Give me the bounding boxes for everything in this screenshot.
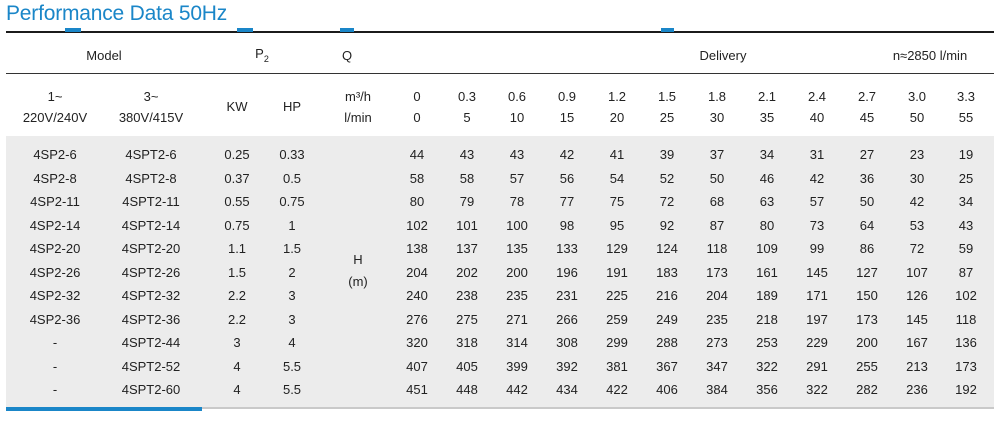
head-value-cell: 406 [656, 382, 678, 397]
head-value-cell: 235 [706, 312, 728, 327]
head-value-cell: 171 [806, 288, 828, 303]
head-value-cell: 299 [606, 335, 628, 350]
head-value-cell: 275 [456, 312, 478, 327]
head-value-cell: 79 [459, 194, 475, 209]
hp-cell: 2 [288, 265, 296, 280]
head-value-cell: 202 [456, 265, 478, 280]
model-1ph-cell: 4SP2-20 [29, 241, 81, 256]
bottom-accent [6, 407, 202, 411]
hp-cell: 5.5 [282, 359, 302, 374]
head-value-cell: 72 [659, 194, 675, 209]
hp-cell: 3 [288, 312, 296, 327]
head-value-cell: 407 [406, 359, 428, 374]
kw-cell: 3 [233, 335, 241, 350]
head-value-cell: 422 [606, 382, 628, 397]
head-value-cell: 405 [456, 359, 478, 374]
head-value-cell: 36 [859, 171, 875, 186]
head-value-cell: 46 [759, 171, 775, 186]
head-value-cell: 255 [856, 359, 878, 374]
head-value-cell: 107 [906, 265, 928, 280]
head-value-cell: 161 [756, 265, 778, 280]
head-value-cell: 320 [406, 335, 428, 350]
head-value-cell: 384 [706, 382, 728, 397]
head-value-cell: 322 [806, 382, 828, 397]
hp-cell: 1.5 [282, 241, 302, 256]
head-value-cell: 238 [456, 288, 478, 303]
kw-cell: 0.25 [224, 147, 250, 162]
head-value-cell: 291 [806, 359, 828, 374]
accent-mark [65, 28, 81, 32]
head-value-cell: 52 [659, 171, 675, 186]
single-phase-label: 1~ [47, 89, 63, 104]
flow-lmin-cell: 50 [909, 110, 925, 125]
model-1ph-cell: - [52, 359, 58, 374]
head-value-cell: 102 [955, 288, 977, 303]
three-phase-voltage: 380V/415V [118, 110, 184, 125]
head-value-cell: 216 [656, 288, 678, 303]
head-value-cell: 133 [556, 241, 578, 256]
model-3ph-cell: 4SPT2-11 [122, 194, 180, 209]
head-value-cell: 145 [906, 312, 928, 327]
flow-lmin-cell: 55 [958, 110, 974, 125]
head-value-cell: 249 [656, 312, 678, 327]
head-value-cell: 367 [656, 359, 678, 374]
head-value-cell: 44 [409, 147, 425, 162]
hp-cell: 0.75 [279, 194, 305, 209]
head-value-cell: 218 [756, 312, 778, 327]
head-unit: (m) [348, 274, 368, 289]
kw-header: KW [226, 99, 248, 114]
flow-lmin-cell: 5 [463, 110, 471, 125]
flow-m3h-cell: 1.2 [607, 89, 627, 104]
head-value-cell: 75 [609, 194, 625, 209]
head-value-cell: 57 [509, 171, 525, 186]
model-3ph-cell: 4SPT2-60 [121, 382, 181, 397]
head-value-cell: 72 [909, 241, 925, 256]
head-value-cell: 236 [906, 382, 928, 397]
head-value-cell: 102 [406, 218, 428, 233]
kw-cell: 1.5 [227, 265, 247, 280]
model-3ph-cell: 4SPT2-6 [125, 147, 177, 162]
head-value-cell: 100 [506, 218, 528, 233]
hp-cell: 1 [288, 218, 296, 233]
flow-m3h-cell: 2.7 [857, 89, 877, 104]
head-value-cell: 135 [506, 241, 528, 256]
head-value-cell: 78 [509, 194, 525, 209]
model-1ph-cell: 4SP2-26 [29, 265, 81, 280]
head-value-cell: 57 [809, 194, 825, 209]
hp-cell: 0.33 [279, 147, 305, 162]
header-rule [6, 73, 994, 74]
head-value-cell: 173 [856, 312, 878, 327]
head-value-cell: 189 [756, 288, 778, 303]
flow-lmin-cell: 25 [659, 110, 675, 125]
head-value-cell: 276 [406, 312, 428, 327]
head-value-cell: 53 [909, 218, 925, 233]
head-value-cell: 167 [906, 335, 928, 350]
hp-header: HP [282, 99, 302, 114]
head-value-cell: 43 [958, 218, 974, 233]
head-value-cell: 240 [406, 288, 428, 303]
head-value-cell: 54 [609, 171, 625, 186]
head-value-cell: 109 [756, 241, 778, 256]
unit-m3h: m³/h [345, 89, 371, 104]
model-1ph-cell: 4SP2-36 [29, 312, 81, 327]
model-3ph-cell: 4SPT2-20 [121, 241, 181, 256]
hp-cell: 0.5 [282, 171, 302, 186]
head-value-cell: 99 [809, 241, 825, 256]
head-value-cell: 451 [406, 382, 428, 397]
flow-lmin-cell: 20 [609, 110, 625, 125]
head-value-cell: 173 [706, 265, 728, 280]
flow-m3h-cell: 3.0 [907, 89, 927, 104]
accent-mark [661, 28, 674, 32]
hp-cell: 5.5 [282, 382, 302, 397]
head-value-cell: 87 [709, 218, 725, 233]
model-1ph-cell: 4SP2-8 [33, 171, 77, 186]
head-value-cell: 150 [856, 288, 878, 303]
head-value-cell: 282 [856, 382, 878, 397]
model-3ph-cell: 4SPT2-8 [125, 171, 177, 186]
model-3ph-cell: 4SPT2-32 [121, 288, 181, 303]
header-q: Q [341, 48, 353, 63]
model-3ph-cell: 4SPT2-52 [121, 359, 181, 374]
flow-lmin-cell: 0 [413, 110, 421, 125]
head-value-cell: 271 [506, 312, 528, 327]
head-value-cell: 231 [556, 288, 578, 303]
head-value-cell: 25 [958, 171, 974, 186]
head-value-cell: 58 [459, 171, 475, 186]
head-value-cell: 273 [706, 335, 728, 350]
flow-m3h-cell: 1.8 [707, 89, 727, 104]
head-value-cell: 197 [806, 312, 828, 327]
kw-cell: 1.1 [227, 241, 247, 256]
head-value-cell: 173 [955, 359, 977, 374]
head-value-cell: 23 [909, 147, 925, 162]
head-value-cell: 80 [409, 194, 425, 209]
model-1ph-cell: - [52, 382, 58, 397]
accent-mark [237, 28, 253, 32]
head-value-cell: 39 [659, 147, 675, 162]
flow-m3h-cell: 0.3 [457, 89, 477, 104]
header-model: Model [86, 48, 122, 63]
flow-lmin-cell: 10 [509, 110, 525, 125]
kw-cell: 2.2 [227, 288, 247, 303]
head-value-cell: 314 [506, 335, 528, 350]
head-value-cell: 266 [556, 312, 578, 327]
head-value-cell: 137 [456, 241, 478, 256]
kw-cell: 0.37 [224, 171, 250, 186]
head-value-cell: 204 [406, 265, 428, 280]
head-value-cell: 73 [809, 218, 825, 233]
head-value-cell: 86 [859, 241, 875, 256]
top-rule [6, 31, 994, 33]
head-value-cell: 308 [556, 335, 578, 350]
head-value-cell: 322 [756, 359, 778, 374]
head-value-cell: 87 [958, 265, 974, 280]
head-value-cell: 31 [809, 147, 825, 162]
head-value-cell: 225 [606, 288, 628, 303]
head-value-cell: 19 [958, 147, 974, 162]
head-value-cell: 381 [606, 359, 628, 374]
flow-m3h-cell: 0.6 [507, 89, 527, 104]
head-value-cell: 448 [456, 382, 478, 397]
head-value-cell: 95 [609, 218, 625, 233]
model-1ph-cell: 4SP2-14 [29, 218, 81, 233]
model-1ph-cell: 4SP2-32 [29, 288, 81, 303]
head-value-cell: 191 [606, 265, 628, 280]
flow-lmin-cell: 40 [809, 110, 825, 125]
flow-m3h-cell: 3.3 [956, 89, 976, 104]
head-value-cell: 118 [706, 241, 728, 256]
head-value-cell: 63 [759, 194, 775, 209]
head-value-cell: 30 [909, 171, 925, 186]
hp-cell: 3 [288, 288, 296, 303]
head-value-cell: 41 [609, 147, 625, 162]
model-1ph-cell: 4SP2-6 [33, 147, 77, 162]
kw-cell: 4 [233, 359, 241, 374]
head-value-cell: 347 [706, 359, 728, 374]
model-3ph-cell: 4SPT2-36 [121, 312, 181, 327]
model-3ph-cell: 4SPT2-14 [121, 218, 181, 233]
head-value-cell: 253 [756, 335, 778, 350]
head-value-cell: 138 [406, 241, 428, 256]
kw-cell: 2.2 [227, 312, 247, 327]
flow-m3h-cell: 2.1 [757, 89, 777, 104]
head-value-cell: 183 [656, 265, 678, 280]
flow-lmin-cell: 45 [859, 110, 875, 125]
head-value-cell: 56 [559, 171, 575, 186]
header-speed: n≈2850 l/min [892, 48, 968, 63]
flow-m3h-cell: 0.9 [557, 89, 577, 104]
head-value-cell: 288 [656, 335, 678, 350]
head-value-cell: 136 [955, 335, 977, 350]
head-label: H [353, 252, 363, 267]
head-value-cell: 80 [759, 218, 775, 233]
head-value-cell: 235 [506, 288, 528, 303]
head-value-cell: 127 [856, 265, 878, 280]
head-value-cell: 43 [509, 147, 525, 162]
kw-cell: 0.75 [224, 218, 250, 233]
accent-mark [340, 28, 354, 32]
head-value-cell: 50 [709, 171, 725, 186]
header-p2: $P_2$ [255, 46, 269, 64]
head-value-cell: 399 [506, 359, 528, 374]
head-value-cell: 77 [559, 194, 575, 209]
flow-lmin-cell: 30 [709, 110, 725, 125]
head-value-cell: 145 [806, 265, 828, 280]
head-value-cell: 98 [559, 218, 575, 233]
head-value-cell: 118 [955, 312, 977, 327]
head-value-cell: 129 [606, 241, 628, 256]
head-value-cell: 442 [506, 382, 528, 397]
head-value-cell: 68 [709, 194, 725, 209]
header-delivery: Delivery [699, 48, 747, 63]
head-value-cell: 196 [556, 265, 578, 280]
flow-m3h-cell: 1.5 [657, 89, 677, 104]
head-value-cell: 200 [856, 335, 878, 350]
head-value-cell: 229 [806, 335, 828, 350]
head-value-cell: 392 [556, 359, 578, 374]
flow-m3h-cell: 2.4 [807, 89, 827, 104]
head-value-cell: 192 [955, 382, 977, 397]
model-3ph-cell: 4SPT2-44 [121, 335, 181, 350]
model-3ph-cell: 4SPT2-26 [121, 265, 181, 280]
head-value-cell: 42 [809, 171, 825, 186]
unit-lmin: l/min [344, 110, 372, 125]
head-value-cell: 37 [709, 147, 725, 162]
head-value-cell: 213 [906, 359, 928, 374]
flow-lmin-cell: 35 [759, 110, 775, 125]
head-value-cell: 58 [409, 171, 425, 186]
head-value-cell: 43 [459, 147, 475, 162]
head-value-cell: 318 [456, 335, 478, 350]
head-value-cell: 42 [909, 194, 925, 209]
three-phase-label: 3~ [143, 89, 159, 104]
head-value-cell: 259 [606, 312, 628, 327]
model-1ph-cell: 4SP2-11 [30, 194, 80, 209]
head-value-cell: 34 [759, 147, 775, 162]
page-title: Performance Data 50Hz [6, 2, 228, 25]
head-value-cell: 92 [659, 218, 675, 233]
head-value-cell: 434 [556, 382, 578, 397]
head-value-cell: 124 [656, 241, 678, 256]
head-value-cell: 50 [859, 194, 875, 209]
kw-cell: 4 [233, 382, 241, 397]
kw-cell: 0.55 [224, 194, 250, 209]
head-value-cell: 204 [706, 288, 728, 303]
head-value-cell: 64 [859, 218, 875, 233]
head-value-cell: 59 [958, 241, 974, 256]
head-value-cell: 34 [958, 194, 974, 209]
single-phase-voltage: 220V/240V [22, 110, 88, 125]
head-value-cell: 200 [506, 265, 528, 280]
head-value-cell: 27 [859, 147, 875, 162]
head-value-cell: 101 [456, 218, 478, 233]
flow-lmin-cell: 15 [559, 110, 575, 125]
head-value-cell: 356 [756, 382, 778, 397]
hp-cell: 4 [288, 335, 296, 350]
model-1ph-cell: - [52, 335, 58, 350]
flow-m3h-cell: 0 [413, 89, 421, 104]
head-value-cell: 42 [559, 147, 575, 162]
head-value-cell: 126 [906, 288, 928, 303]
